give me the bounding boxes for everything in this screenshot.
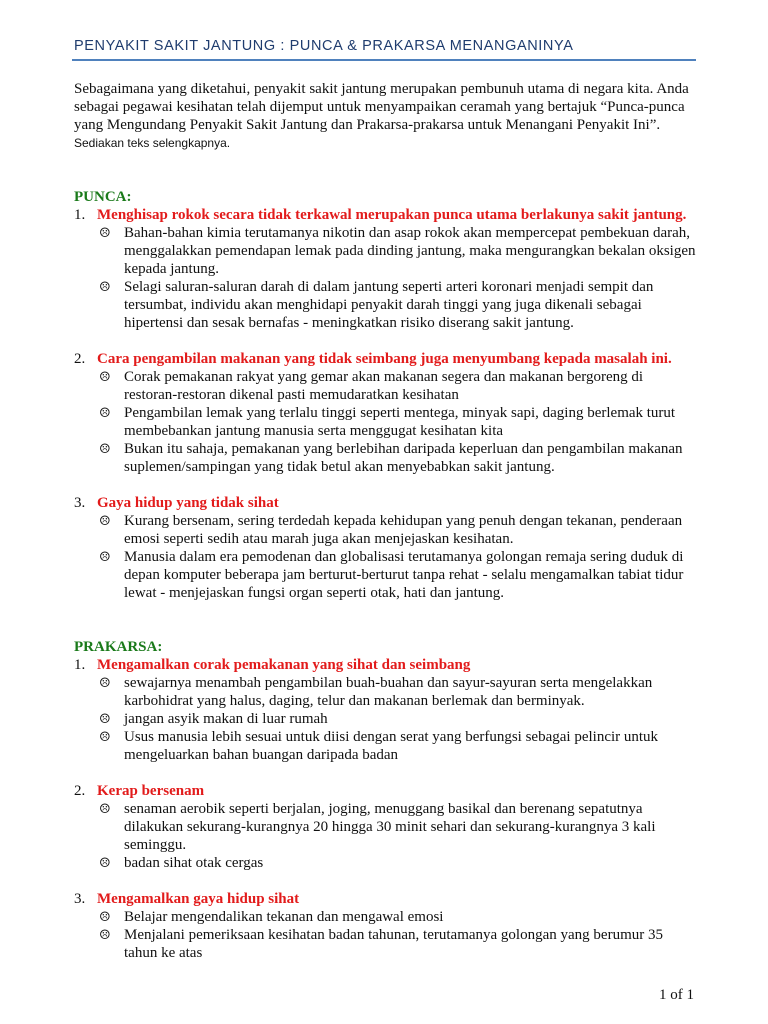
bullet-list: [74, 512, 699, 602]
frowning-face-icon: ☹: [99, 279, 111, 294]
item-number: 3.: [74, 495, 86, 511]
bullet-list: [74, 368, 699, 476]
frowning-face-icon: ☹: [99, 405, 111, 420]
item-number: 2.: [74, 351, 86, 367]
frowning-face-icon: ☹: [99, 801, 111, 816]
punca-item-title: [74, 206, 699, 224]
frowning-face-icon: ☹: [99, 549, 111, 564]
bullet-text: Corak pemakanan rakyat yang gemar akan makanan segera dan makanan bergoreng di restoran-restoran dikenal pasti memudaratkan kesihatan: [124, 369, 644, 403]
bullet-text: badan sihat otak cergas: [124, 855, 264, 871]
item-number: 2.: [74, 783, 86, 799]
bullet-text: Kurang bersenam, sering terdedah kepada kehidupan yang penuh dengan tekanan, penderaan emosi seperti sedih atau marah juga akan menjejaskan kesihatan.: [124, 513, 683, 547]
frowning-face-icon: ☹: [99, 675, 111, 690]
list-item: [97, 728, 699, 764]
prakarsa-heading: PRAKARSA:: [74, 639, 163, 655]
punca-heading: PUNCA:: [74, 189, 132, 205]
frowning-face-icon: ☹: [99, 711, 111, 726]
bullet-list: [74, 908, 699, 962]
item-number: 1.: [74, 657, 86, 673]
list-item: [97, 440, 699, 476]
intro-paragraph: [74, 80, 699, 152]
list-item: [97, 710, 699, 728]
list-item: [97, 368, 699, 404]
frowning-face-icon: ☹: [99, 855, 111, 870]
frowning-face-icon: ☹: [99, 927, 111, 942]
bullet-text: Bahan-bahan kimia terutamanya nikotin dan asap rokok akan mempercepat pembekuan darah, menggalakkan pemendapan lemak pada dinding jantung, maka mengurangkan bekalan oksigen kepada jantung.: [124, 225, 696, 277]
bullet-text: sewajarnya menambah pengambilan buah-buahan dan sayur-sayuran serta mengelakkan karbohidrat yang halus, daging, telur dan makanan berlemak dan berminyak.: [124, 675, 653, 709]
bullet-text: Selagi saluran-saluran darah di dalam jantung seperti arteri koronari menjadi sempit dan tersumbat, individu akan menghidapi penyakit darah tinggi yang juga dikenali sebagai hipertensi dan sesak bernafas - meningkatkan risiko diserang sakit jantung.: [124, 279, 654, 331]
prakarsa-item-title: [74, 656, 699, 674]
punca-item-title: [74, 494, 699, 512]
bullet-text: Bukan itu sahaja, pemakanan yang berlebihan daripada keperluan dan pengambilan makanan suplemen/sampingan yang tidak betul akan menyebabkan sakit jantung.: [124, 441, 683, 475]
frowning-face-icon: ☹: [99, 225, 111, 240]
prakarsa-item-title: [74, 782, 699, 800]
list-item: [97, 800, 699, 854]
page-number: 1 of 1: [659, 987, 694, 1003]
bullet-text: senaman aerobik seperti berjalan, joging, menuggang basikal dan berenang sepatutnya dilakukan sekurang-kurangnya 20 hingga 30 minit sehari dan sekurang-kurangnya 3 kali seminggu.: [124, 801, 656, 853]
list-item: [97, 224, 699, 278]
list-item: [97, 926, 699, 962]
prakarsa-item-title: [74, 890, 699, 908]
prakarsa-list: [74, 656, 699, 962]
item-title-text: Mengamalkan gaya hidup sihat: [97, 891, 300, 907]
list-item: [97, 548, 699, 602]
item-number: 1.: [74, 207, 86, 223]
bullet-text: Manusia dalam era pemodenan dan globalisasi terutamanya golongan remaja sering duduk di depan komputer beberapa jam berturut-berturut tanpa rehat - selalu mengamalkan tabiat tidur lewat - menjejaskan fungsi organ seperti otak, hati dan jantung.: [124, 549, 684, 601]
punca-item-title: [74, 350, 699, 368]
bullet-text: jangan asyik makan di luar rumah: [124, 711, 328, 727]
punca-list: [74, 206, 699, 602]
item-title-text: Mengamalkan corak pemakanan yang sihat dan seimbang: [97, 657, 471, 673]
frowning-face-icon: ☹: [99, 909, 111, 924]
bullet-text: Pengambilan lemak yang terlalu tinggi seperti mentega, minyak sapi, daging berlemak turut membebankan jantung manusia serta menggugat kesihatan kita: [124, 405, 676, 439]
list-item: [97, 674, 699, 710]
item-title-text: Kerap bersenam: [97, 783, 205, 799]
bullet-list: [74, 224, 699, 332]
document-header-title: PENYAKIT SAKIT JANTUNG : PUNCA & PRAKARSA MENANGANINYA: [74, 38, 574, 54]
item-title-text: Gaya hidup yang tidak sihat: [97, 495, 279, 511]
bullet-list: [74, 674, 699, 764]
intro-text: Sebagaimana yang diketahui, penyakit sakit jantung merupakan pembunuh utama di negara kita. Anda sebagai pegawai kesihatan telah dijemput untuk menyampaikan ceramah yang bertajuk “Punca-punca yang Mengundang Penyakit Sakit Jantung dan Prakarsa-prakarsa untuk Menangani Penyakit Ini”.: [74, 81, 689, 133]
list-item: [97, 512, 699, 548]
bullet-text: Menjalani pemeriksaan kesihatan badan tahunan, terutamanya golongan yang berumur 35 tahun ke atas: [124, 927, 663, 961]
list-item: [97, 854, 699, 872]
bullet-text: Belajar mengendalikan tekanan dan mengawal emosi: [124, 909, 444, 925]
list-item: [97, 278, 699, 332]
header-divider: [72, 59, 696, 61]
frowning-face-icon: ☹: [99, 441, 111, 456]
document-body: [74, 80, 699, 962]
item-number: 3.: [74, 891, 86, 907]
list-item: [97, 404, 699, 440]
item-title-text: Menghisap rokok secara tidak terkawal merupakan punca utama berlakunya sakit jantung.: [97, 207, 687, 223]
frowning-face-icon: ☹: [99, 369, 111, 384]
intro-instruction: Sediakan teks selengkapnya.: [74, 136, 231, 150]
bullet-text: Usus manusia lebih sesuai untuk diisi dengan serat yang berfungsi sebagai pelincir untuk mengeluarkan bahan buangan daripada badan: [124, 729, 659, 763]
list-item: [97, 908, 699, 926]
frowning-face-icon: ☹: [99, 513, 111, 528]
frowning-face-icon: ☹: [99, 729, 111, 744]
bullet-list: [74, 800, 699, 872]
item-title-text: Cara pengambilan makanan yang tidak seimbang juga menyumbang kepada masalah ini.: [97, 351, 672, 367]
